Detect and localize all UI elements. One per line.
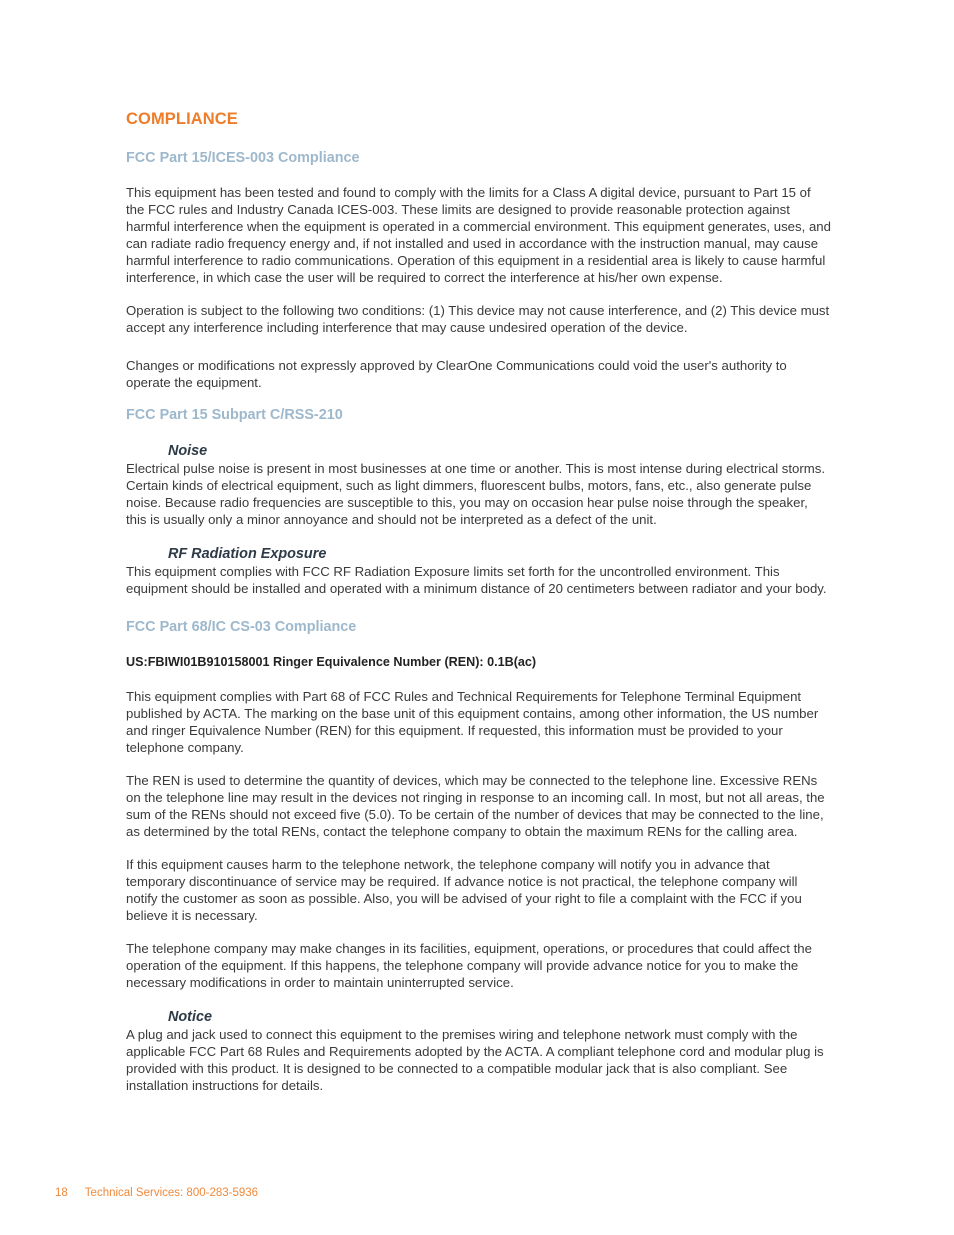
page-content — [126, 108, 831, 1094]
subheading-rf-radiation-exposure: RF Radiation Exposure — [168, 546, 327, 562]
paragraph-operating-conditions: Operation is subject to the following two conditions: (1) This device may not cause interference, and (2) This device must accept any interference including interference that may cause undesired operation of the device. — [126, 303, 830, 335]
paragraph-network-harm: If this equipment causes harm to the telephone network, the telephone company will notify you in advance that temporary discontinuance of service may be required. If advance notice is not practical, the telephone company will notify the customer as soon as possible. Also, you will be advised of your right to file a complaint with the FCC if you believe it is necessary. — [126, 857, 802, 923]
paragraph-ren-usage: The REN is used to determine the quantity of devices, which may be connected to the telephone line. Excessive RENs on the telephone line may result in the devices not ringing in response to an incoming call. In most, but not all areas, the sum of the RENs should not exceed five (5.0). To be certain of the number of devices that may be connected to the line, as determined by the total RENs, contact the telephone company to obtain the maximum RENs for the calling area. — [126, 773, 825, 839]
page-title: COMPLIANCE — [126, 110, 238, 128]
page-footer — [55, 1186, 258, 1201]
paragraph-class-a-limits: This equipment has been tested and found to comply with the limits for a Class A digital device, pursuant to Part 15 of the FCC rules and Industry Canada ICES-003. These limits are designed to provide reasonable protection against harmful interference when the equipment is operated in a commercial environment. This equipment generates, uses, and can radiate radio frequency energy and, if not installed and used in accordance with the instruction manual, may cause harmful interference to radio communications. Operation of this equipment in a residential area is likely to cause harmful interference, in which case the user will be required to correct the interference at his/her own expense. — [126, 185, 831, 285]
paragraph-notice: A plug and jack used to connect this equipment to the premises wiring and telephone network must comply with the applicable FCC Part 68 Rules and Requirements adopted by the ACTA. A compliant telephone cord and modular plug is provided with this product. It is designed to be connected to a compatible modular jack that is also compliant. See installation instructions for details. — [126, 1027, 824, 1093]
paragraph-noise: Electrical pulse noise is present in most businesses at one time or another. This is most intense during electrical storms. Certain kinds of electrical equipment, such as light dimmers, fluorescent bulbs, motors, fans, etc., also generate pulse noise. Because radio frequencies are susceptible to this, you may on occasion hear pulse noise through the speaker, this is usually only a minor annoyance and should not be interpreted as a defect of the unit. — [126, 461, 826, 527]
section-heading-fcc-part68: FCC Part 68/IC CS-03 Compliance — [126, 619, 357, 635]
technical-services-phone: Technical Services: 800-283-5936 — [84, 1187, 259, 1199]
paragraph-modifications: Changes or modifications not expressly approved by ClearOne Communications could void the user's authority to operate the equipment. — [126, 358, 787, 390]
paragraph-part68-compliance: This equipment complies with Part 68 of FCC Rules and Technical Requirements for Telephone Terminal Equipment published by ACTA. The marking on the base unit of this equipment contains, among other information, the US number and ringer Equivalence Number (REN) for this equipment. If requested, this information must be provided to your telephone company. — [126, 689, 819, 755]
section-heading-fcc-part15-subpart-c: FCC Part 15 Subpart C/RSS-210 — [126, 407, 343, 423]
paragraph-rf-radiation-exposure: This equipment complies with FCC RF Radiation Exposure limits set forth for the uncontrolled environment. This equipment should be installed and operated with a minimum distance of 20 centimeters between radiator and your body. — [126, 564, 827, 596]
subheading-notice: Notice — [168, 1009, 212, 1025]
paragraph-telephone-company-changes: The telephone company may make changes in its facilities, equipment, operations, or procedures that could affect the operation of the equipment. If this happens, the telephone company will provide advance notice for you to make the necessary modifications in order to maintain uninterrupted service. — [126, 941, 812, 990]
ren-number-line: US:FBIWI01B910158001 Ringer Equivalence Number (REN): 0.1B(ac) — [126, 655, 537, 669]
subheading-noise: Noise — [168, 443, 208, 459]
page-number: 18 — [55, 1187, 68, 1199]
section-heading-fcc-part15: FCC Part 15/ICES-003 Compliance — [126, 150, 360, 166]
